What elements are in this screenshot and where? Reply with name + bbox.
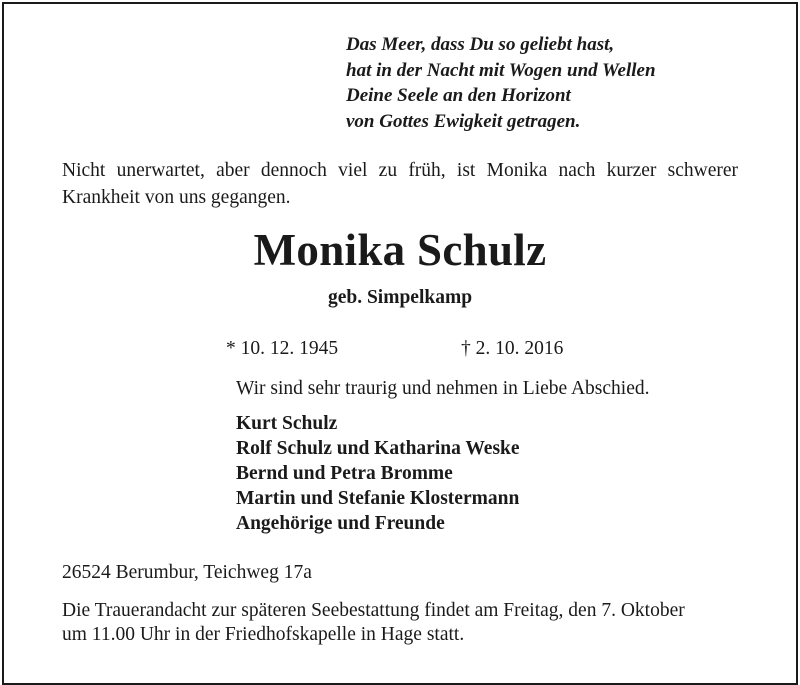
deceased-name: Monika Schulz: [253, 225, 547, 275]
service-line: um 11.00 Uhr in der Friedhofskapelle in Hage statt.: [62, 624, 465, 645]
intro-text: Nicht unerwartet, aber dennoch viel zu früh, ist Monika nach kurzer schwerer Krankheit von uns gegangen.: [62, 160, 738, 208]
farewell-text: Wir sind sehr traurig und nehmen in Liebe Abschied.: [236, 378, 650, 399]
mourners-list: [236, 411, 520, 536]
mourner-name: Bernd und Petra Bromme: [236, 463, 453, 484]
death-date: † 2. 10. 2016: [461, 338, 564, 359]
poem-line: Das Meer, dass Du so geliebt hast,: [346, 34, 615, 55]
birth-date: * 10. 12. 1945: [226, 338, 339, 359]
mourner-name: Kurt Schulz: [236, 413, 338, 434]
mourner-name: Rolf Schulz und Katharina Weske: [236, 438, 520, 459]
poem-line: Deine Seele an den Horizont: [346, 85, 571, 106]
poem-line: von Gottes Ewigkeit getragen.: [346, 110, 581, 132]
address: 26524 Berumbur, Teichweg 17a: [62, 562, 312, 583]
mourner-name: Martin und Stefanie Klostermann: [236, 488, 520, 509]
poem-line: hat in der Nacht mit Wogen und Wellen: [346, 59, 656, 81]
service-info: [62, 599, 685, 647]
maiden-name: geb. Simpelkamp: [327, 287, 473, 308]
mourner-name: Angehörige und Freunde: [236, 513, 445, 534]
service-line: Die Trauerandacht zur späteren Seebestattung findet am Freitag, den 7. Oktober: [62, 600, 685, 621]
memorial-poem: [346, 32, 656, 134]
